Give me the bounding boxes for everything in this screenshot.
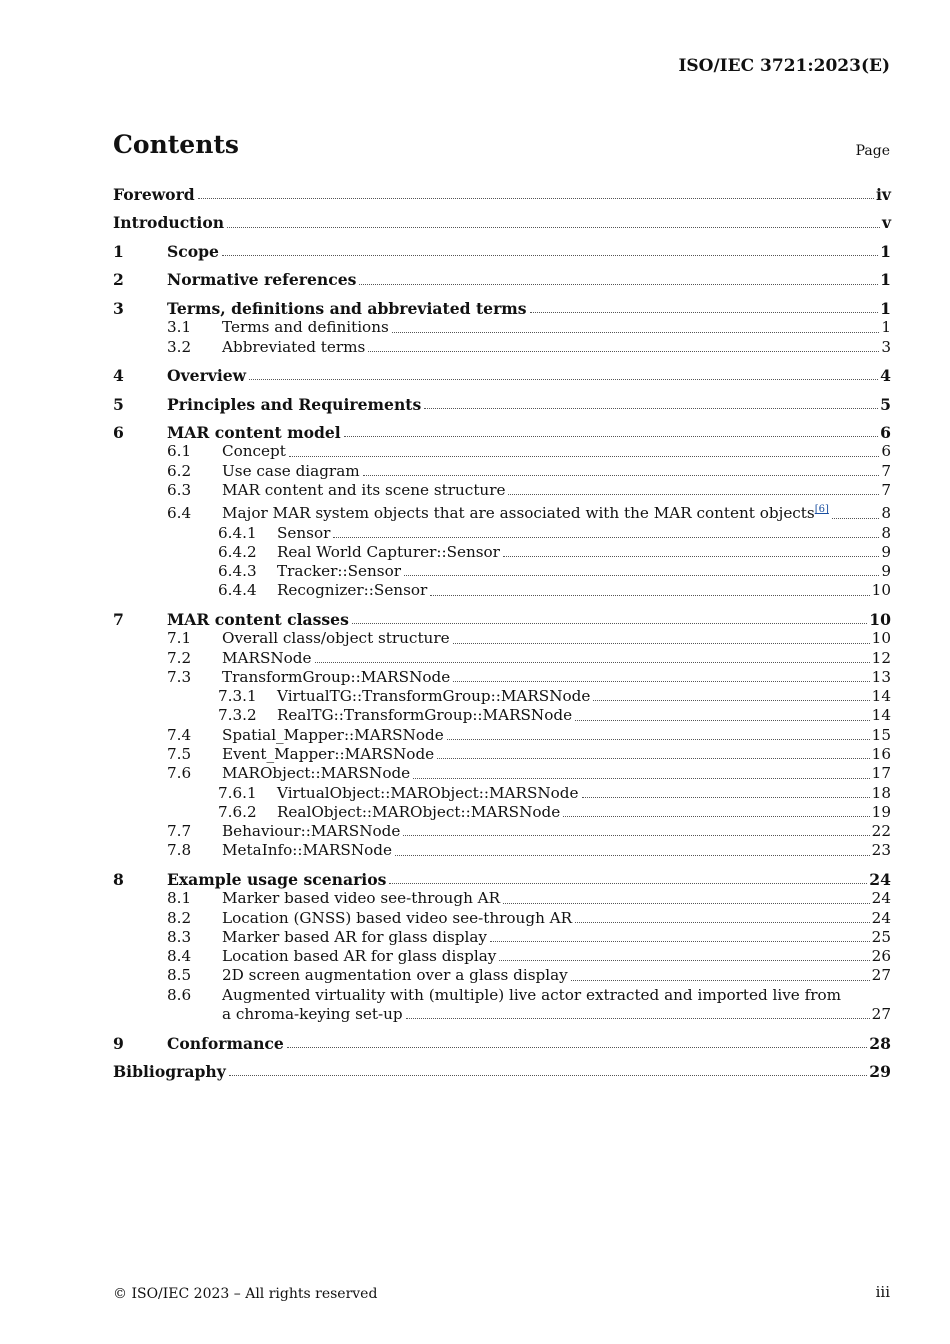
toc-entry-6-4-1[interactable] — [113, 524, 891, 543]
toc-entry-8-3[interactable] — [113, 928, 891, 947]
leader-dots — [582, 796, 870, 798]
toc-page: 6 — [881, 442, 891, 461]
toc-title: Use case diagram — [222, 461, 360, 480]
toc-page: 3 — [881, 337, 891, 356]
page-column-label: Page — [855, 143, 890, 159]
toc-title: MARSNode — [222, 648, 312, 667]
toc-number: 8.2 — [167, 908, 192, 927]
toc-number: 7.3 — [167, 667, 192, 686]
toc-page: 1 — [880, 298, 891, 318]
toc-page: 9 — [881, 542, 891, 561]
toc-page: 18 — [871, 783, 891, 802]
toc-entry-8-6[interactable] — [113, 986, 891, 1025]
toc-title: MAR content and its scene structure — [222, 480, 506, 499]
toc-number: 7.2 — [167, 648, 192, 667]
leader-dots — [392, 331, 880, 333]
toc-entry-7-4[interactable] — [113, 726, 891, 745]
toc-title: Conformance — [167, 1033, 284, 1053]
toc-page: 7 — [881, 480, 891, 499]
leader-dots — [404, 574, 879, 576]
toc-page: 6 — [880, 422, 891, 442]
toc-page: 1 — [881, 318, 891, 337]
document-id-header: ISO/IEC 3721:2023(E) — [678, 56, 890, 76]
toc-title: Overview — [167, 366, 247, 386]
toc-page: 14 — [871, 687, 891, 706]
leader-dots — [227, 226, 880, 228]
leader-dots — [249, 378, 878, 380]
toc-number: 4 — [113, 366, 124, 386]
toc-entry-3[interactable] — [113, 299, 891, 318]
leader-dots — [229, 1074, 868, 1076]
toc-page: 1 — [880, 270, 891, 290]
toc-page: 23 — [871, 841, 891, 860]
toc-page: 10 — [869, 609, 891, 629]
leader-dots — [333, 536, 879, 538]
toc-number: 6.4 — [167, 504, 192, 523]
leader-dots — [222, 254, 878, 256]
toc-number: 8 — [113, 869, 124, 889]
toc-page: 17 — [871, 764, 891, 783]
toc-entry-7-3[interactable] — [113, 668, 891, 687]
toc-number: 3 — [113, 298, 124, 318]
toc-number: 8.3 — [167, 927, 192, 946]
leader-dots — [359, 283, 878, 285]
toc-entry-6-4-3[interactable] — [113, 562, 891, 581]
leader-dots — [437, 757, 870, 759]
toc-entry-6-4[interactable] — [113, 500, 891, 523]
toc-title-line-2: a chroma-keying set-up — [222, 1005, 403, 1024]
toc-entry-1[interactable] — [113, 242, 891, 261]
toc-number: 6 — [113, 422, 124, 442]
toc-title: Tracker::Sensor — [277, 562, 402, 581]
toc-number: 7.6 — [167, 764, 192, 783]
toc-page: 5 — [880, 394, 891, 414]
toc-page: 24 — [871, 908, 891, 927]
toc-title: Overall class/object structure — [222, 629, 450, 648]
leader-dots — [395, 854, 870, 856]
toc-title: MAR content classes — [167, 609, 349, 629]
toc-entry-7-6-2[interactable] — [113, 803, 891, 822]
toc-number: 3.1 — [167, 318, 192, 337]
leader-dots — [413, 777, 870, 779]
toc-entry-7-3-1[interactable] — [113, 687, 891, 706]
toc-number: 8.4 — [167, 947, 192, 966]
toc-number: 2 — [113, 270, 124, 290]
toc-title-text: Major MAR system objects that are associated with the MAR content objects — [222, 504, 815, 523]
toc-entry-6-4-4[interactable] — [113, 581, 891, 600]
leader-dots — [363, 474, 880, 476]
toc-title: Event_Mapper::MARSNode — [222, 744, 435, 763]
leader-dots — [198, 197, 874, 199]
toc-title: RealObject::MARObject::MARSNode — [277, 802, 561, 821]
toc-entry-3-1[interactable] — [113, 318, 891, 337]
toc-page: 16 — [871, 744, 891, 763]
toc-page: 8 — [881, 523, 891, 542]
toc-page: 4 — [880, 366, 891, 386]
toc-number: 7.3.1 — [218, 687, 257, 706]
toc-title: VirtualObject::MARObject::MARSNode — [277, 783, 579, 802]
page-number: iii — [875, 1283, 890, 1301]
toc-number: 7 — [113, 609, 124, 629]
toc-entry-7-6[interactable] — [113, 764, 891, 783]
leader-dots — [490, 940, 870, 942]
toc-number: 6.1 — [167, 442, 192, 461]
leader-dots — [530, 311, 879, 313]
leader-dots — [575, 719, 870, 721]
toc-number: 7.7 — [167, 822, 192, 841]
toc-number: 3.2 — [167, 337, 192, 356]
toc-entry-3-2[interactable] — [113, 338, 891, 357]
toc-entry-7-8[interactable] — [113, 841, 891, 860]
leader-dots — [453, 680, 869, 682]
table-of-contents — [113, 185, 891, 1081]
toc-page: 7 — [881, 461, 891, 480]
toc-page: 13 — [871, 667, 891, 686]
leader-dots — [289, 455, 879, 457]
toc-title: Real World Capturer::Sensor — [277, 542, 500, 561]
toc-page: 1 — [880, 241, 891, 261]
toc-entry-7-1[interactable] — [113, 629, 891, 648]
toc-title: Terms and definitions — [222, 318, 389, 337]
toc-entry-foreword[interactable] — [113, 185, 891, 204]
toc-entry-8-5[interactable] — [113, 966, 891, 985]
copyright-notice: © ISO/IEC 2023 – All rights reserved — [113, 1286, 378, 1302]
toc-entry-6-4-2[interactable] — [113, 543, 891, 562]
toc-page: 9 — [881, 562, 891, 581]
toc-entry-7-6-1[interactable] — [113, 784, 891, 803]
toc-page: 12 — [871, 648, 891, 667]
toc-number: 6.4.4 — [218, 581, 257, 600]
toc-title: Bibliography — [113, 1062, 226, 1081]
toc-number: 7.6.1 — [218, 783, 257, 802]
leader-dots — [832, 517, 879, 519]
toc-title: Marker based video see-through AR — [222, 889, 501, 908]
toc-entry-bibliography[interactable] — [113, 1062, 891, 1081]
toc-entry-7-3-2[interactable] — [113, 706, 891, 725]
leader-dots — [403, 834, 869, 836]
toc-title: RealTG::TransformGroup::MARSNode — [277, 706, 573, 725]
toc-entry-5[interactable] — [113, 395, 891, 414]
toc-page: 27 — [871, 966, 891, 985]
toc-entry-8[interactable] — [113, 870, 891, 889]
toc-title: Sensor — [277, 523, 331, 542]
toc-entry-7[interactable] — [113, 610, 891, 629]
leader-dots — [503, 902, 870, 904]
toc-title: MetaInfo::MARSNode — [222, 841, 392, 860]
toc-title: Introduction — [113, 213, 225, 233]
toc-number: 8.6 — [167, 985, 192, 1004]
toc-title: MAR content model — [167, 422, 341, 442]
toc-page: 22 — [871, 822, 891, 841]
toc-title — [222, 500, 829, 523]
toc-title: VirtualTG::TransformGroup::MARSNode — [277, 687, 591, 706]
toc-title: Abbreviated terms — [222, 337, 366, 356]
leader-dots — [499, 959, 869, 961]
toc-number: 6.4.2 — [218, 542, 257, 561]
toc-title-line-1: Augmented virtuality with (multiple) live actor extracted and imported live from — [222, 985, 842, 1004]
toc-number: 9 — [113, 1033, 124, 1053]
toc-entry-7-7[interactable] — [113, 822, 891, 841]
toc-title: Terms, definitions and abbreviated terms — [167, 298, 527, 318]
toc-page: 15 — [871, 725, 891, 744]
toc-entry-6[interactable] — [113, 423, 891, 442]
toc-number: 5 — [113, 394, 124, 414]
toc-number: 6.4.1 — [218, 523, 257, 542]
leader-dots — [424, 407, 878, 409]
leader-dots — [287, 1046, 867, 1048]
toc-number: 6.2 — [167, 461, 192, 480]
toc-number: 7.5 — [167, 744, 192, 763]
toc-entry-8-4[interactable] — [113, 947, 891, 966]
toc-number: 6.4.3 — [218, 562, 257, 581]
toc-page: 10 — [871, 581, 891, 600]
leader-dots — [447, 738, 870, 740]
leader-dots — [406, 1017, 870, 1019]
toc-entry-4[interactable] — [113, 366, 891, 385]
toc-entry-introduction[interactable] — [113, 213, 891, 232]
toc-number: 7.6.2 — [218, 802, 257, 821]
toc-entry-9[interactable] — [113, 1034, 891, 1053]
toc-number: 8.5 — [167, 966, 192, 985]
leader-dots — [389, 882, 867, 884]
toc-page: 29 — [869, 1062, 891, 1081]
leader-dots — [575, 921, 870, 923]
toc-title: Concept — [222, 442, 286, 461]
toc-page: 24 — [869, 869, 891, 889]
toc-entry-7-2[interactable] — [113, 649, 891, 668]
toc-page: 19 — [871, 802, 891, 821]
toc-title: TransformGroup::MARSNode — [222, 667, 451, 686]
leader-dots — [430, 594, 869, 596]
contents-heading: Contents — [113, 130, 240, 159]
toc-page: 24 — [871, 889, 891, 908]
toc-title: Foreword — [113, 185, 195, 204]
leader-dots — [508, 493, 879, 495]
toc-entry-7-5[interactable] — [113, 745, 891, 764]
leader-dots — [571, 979, 870, 981]
toc-entry-6-3[interactable] — [113, 481, 891, 500]
toc-entry-6-2[interactable] — [113, 462, 891, 481]
toc-number: 8.1 — [167, 889, 192, 908]
toc-entry-8-1[interactable] — [113, 889, 891, 908]
toc-number: 1 — [113, 241, 124, 261]
toc-title: Location based AR for glass display — [222, 947, 497, 966]
bibliography-reference-link[interactable]: [6] — [814, 504, 829, 516]
toc-entry-2[interactable] — [113, 270, 891, 289]
toc-number: 6.3 — [167, 480, 192, 499]
toc-page: v — [881, 213, 891, 233]
toc-title: Recognizer::Sensor — [277, 581, 428, 600]
toc-page: 25 — [871, 927, 891, 946]
toc-title: Marker based AR for glass display — [222, 927, 487, 946]
leader-dots — [503, 555, 879, 557]
toc-title: Spatial_Mapper::MARSNode — [222, 725, 444, 744]
toc-number: 7.1 — [167, 629, 192, 648]
toc-title: 2D screen augmentation over a glass display — [222, 966, 568, 985]
toc-title: Scope — [167, 241, 219, 261]
toc-title: MARObject::MARSNode — [222, 764, 411, 783]
toc-page: 14 — [871, 706, 891, 725]
toc-page: 8 — [881, 504, 891, 523]
toc-title: Example usage scenarios — [167, 869, 387, 889]
leader-dots — [593, 699, 869, 701]
toc-title: Behaviour::MARSNode — [222, 822, 401, 841]
toc-title: Principles and Requirements — [167, 394, 422, 414]
toc-page: 28 — [869, 1033, 891, 1053]
toc-number: 7.4 — [167, 725, 192, 744]
toc-number: 7.3.2 — [218, 706, 257, 725]
toc-page: 10 — [871, 629, 891, 648]
toc-entry-8-2[interactable] — [113, 909, 891, 928]
toc-entry-6-1[interactable] — [113, 442, 891, 461]
toc-title: Location (GNSS) based video see-through AR — [222, 908, 573, 927]
leader-dots — [344, 435, 878, 437]
toc-page: 27 — [871, 1005, 891, 1024]
leader-dots — [453, 642, 870, 644]
leader-dots — [315, 661, 870, 663]
leader-dots — [352, 622, 867, 624]
leader-dots — [563, 815, 869, 817]
toc-page: 26 — [871, 947, 891, 966]
leader-dots — [368, 350, 879, 352]
toc-page: iv — [876, 185, 891, 204]
toc-number: 7.8 — [167, 841, 192, 860]
toc-title: Normative references — [167, 270, 357, 290]
